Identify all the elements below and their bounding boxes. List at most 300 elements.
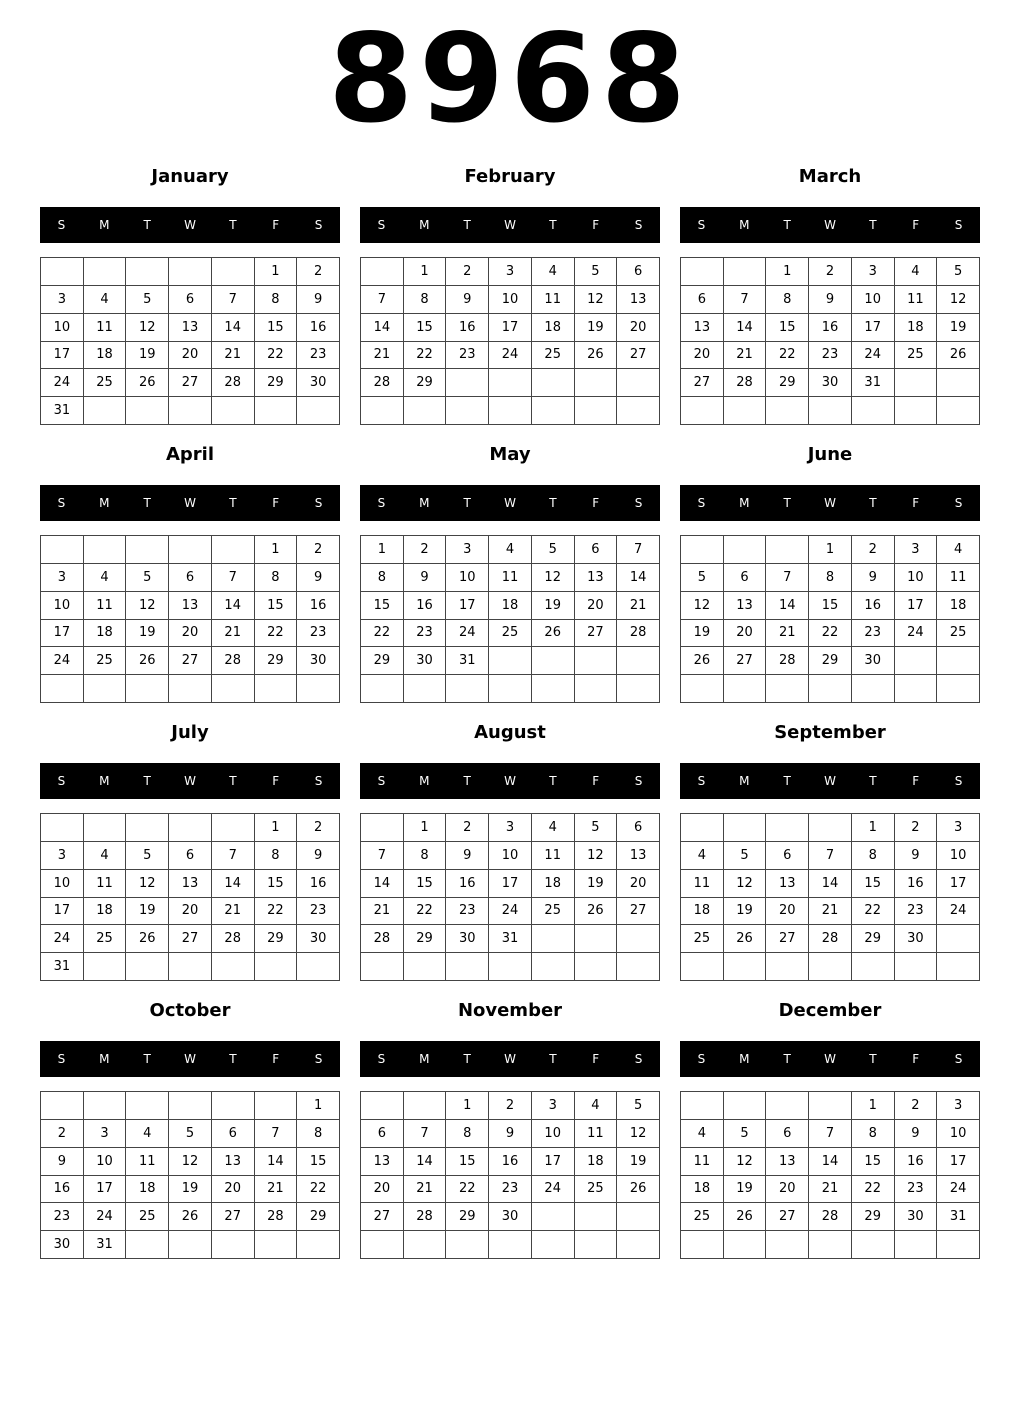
year-title: 8968	[328, 8, 692, 150]
day-cell: 8	[255, 564, 298, 592]
weekday-header	[40, 1041, 340, 1077]
day-cell: 19	[169, 1176, 212, 1204]
day-cell: 14	[724, 314, 767, 342]
day-cell: 18	[681, 1176, 724, 1204]
day-cell: 31	[852, 369, 895, 397]
day-cell: 27	[169, 647, 212, 675]
day-cell	[297, 953, 340, 981]
day-cell: 6	[617, 258, 660, 286]
day-cell: 2	[404, 536, 447, 564]
weekday-label: T	[549, 218, 557, 232]
day-cell: 17	[937, 1148, 980, 1176]
day-cell: 3	[489, 814, 532, 842]
day-cell: 16	[446, 314, 489, 342]
day-cell	[937, 925, 980, 953]
day-cell: 25	[532, 342, 575, 370]
weekday-label: S	[697, 218, 706, 232]
day-grid	[40, 257, 340, 425]
day-cell: 26	[126, 369, 169, 397]
day-cell	[84, 953, 127, 981]
day-cell	[169, 1092, 212, 1120]
day-cell: 25	[575, 1176, 618, 1204]
day-cell: 27	[169, 369, 212, 397]
day-cell: 23	[895, 898, 938, 926]
day-cell	[84, 814, 127, 842]
day-cell: 7	[809, 1120, 852, 1148]
weekday-label: T	[229, 774, 237, 788]
day-cell: 21	[212, 342, 255, 370]
weekday-label: S	[314, 774, 323, 788]
day-cell: 27	[766, 925, 809, 953]
day-cell: 17	[895, 592, 938, 620]
day-cell: 6	[575, 536, 618, 564]
day-cell: 21	[255, 1176, 298, 1204]
day-cell: 29	[404, 925, 447, 953]
day-cell: 15	[404, 314, 447, 342]
day-cell: 1	[852, 814, 895, 842]
day-cell: 10	[852, 286, 895, 314]
day-cell: 9	[895, 842, 938, 870]
weekday-label: M	[99, 1052, 110, 1066]
day-cell: 10	[895, 564, 938, 592]
day-cell: 18	[84, 620, 127, 648]
day-cell: 19	[681, 620, 724, 648]
day-cell: 27	[617, 342, 660, 370]
weekday-label: M	[419, 1052, 430, 1066]
weekday-label: F	[912, 218, 920, 232]
day-cell: 7	[809, 842, 852, 870]
day-cell: 30	[852, 647, 895, 675]
weekday-label: S	[57, 496, 66, 510]
day-cell: 2	[297, 814, 340, 842]
day-cell: 27	[212, 1203, 255, 1231]
day-cell	[41, 258, 84, 286]
day-cell: 16	[41, 1176, 84, 1204]
weekday-label: T	[869, 496, 877, 510]
day-cell: 5	[724, 1120, 767, 1148]
day-cell	[724, 397, 767, 425]
day-cell: 13	[169, 314, 212, 342]
day-cell: 10	[489, 286, 532, 314]
day-cell: 27	[724, 647, 767, 675]
weekday-label: F	[912, 1052, 920, 1066]
day-cell: 11	[489, 564, 532, 592]
day-cell: 24	[532, 1176, 575, 1204]
day-cell: 19	[724, 1176, 767, 1204]
day-cell: 10	[41, 592, 84, 620]
weekday-label: M	[99, 496, 110, 510]
day-cell	[532, 925, 575, 953]
day-cell: 1	[361, 536, 404, 564]
weekday-label: W	[184, 774, 196, 788]
day-cell	[681, 397, 724, 425]
day-cell: 3	[446, 536, 489, 564]
weekday-label: S	[377, 1052, 386, 1066]
day-cell: 20	[766, 898, 809, 926]
day-cell: 29	[361, 647, 404, 675]
day-cell	[212, 1231, 255, 1259]
day-cell	[575, 647, 618, 675]
weekday-label: W	[824, 774, 836, 788]
day-cell: 26	[575, 342, 618, 370]
day-cell: 6	[724, 564, 767, 592]
day-cell	[212, 675, 255, 703]
day-cell	[446, 1231, 489, 1259]
day-cell: 18	[575, 1148, 618, 1176]
weekday-label: S	[697, 496, 706, 510]
day-cell: 12	[724, 870, 767, 898]
day-cell: 26	[126, 647, 169, 675]
weekday-label: S	[634, 774, 643, 788]
day-cell	[212, 397, 255, 425]
day-cell: 4	[532, 258, 575, 286]
day-cell: 13	[617, 842, 660, 870]
day-cell: 25	[937, 620, 980, 648]
day-cell	[852, 397, 895, 425]
weekday-header	[40, 763, 340, 799]
day-cell: 25	[681, 925, 724, 953]
day-cell: 13	[617, 286, 660, 314]
day-cell	[532, 369, 575, 397]
day-cell: 13	[724, 592, 767, 620]
day-cell	[617, 1231, 660, 1259]
day-cell	[212, 953, 255, 981]
day-cell: 16	[404, 592, 447, 620]
day-cell: 16	[446, 870, 489, 898]
weekday-label: W	[184, 218, 196, 232]
day-cell	[809, 953, 852, 981]
day-cell: 10	[41, 314, 84, 342]
weekday-label: W	[184, 1052, 196, 1066]
day-cell: 7	[212, 842, 255, 870]
day-cell	[681, 1231, 724, 1259]
day-cell: 21	[809, 1176, 852, 1204]
day-cell: 12	[681, 592, 724, 620]
day-cell	[895, 647, 938, 675]
day-cell: 2	[895, 814, 938, 842]
weekday-label: T	[783, 496, 791, 510]
day-cell	[575, 925, 618, 953]
day-cell: 8	[255, 842, 298, 870]
day-cell	[404, 1231, 447, 1259]
day-cell: 26	[724, 1203, 767, 1231]
day-cell: 23	[297, 342, 340, 370]
weekday-label: F	[272, 1052, 280, 1066]
day-cell: 5	[575, 814, 618, 842]
day-cell: 26	[937, 342, 980, 370]
day-cell: 3	[937, 814, 980, 842]
day-cell: 27	[617, 898, 660, 926]
weekday-label: S	[57, 774, 66, 788]
day-cell	[84, 258, 127, 286]
day-cell: 14	[361, 870, 404, 898]
day-cell: 9	[489, 1120, 532, 1148]
day-cell: 8	[446, 1120, 489, 1148]
day-cell: 17	[446, 592, 489, 620]
day-cell	[489, 675, 532, 703]
day-cell	[361, 258, 404, 286]
day-cell: 25	[84, 369, 127, 397]
day-cell	[255, 1231, 298, 1259]
day-cell	[169, 1231, 212, 1259]
weekday-label: F	[272, 496, 280, 510]
weekday-label: T	[549, 496, 557, 510]
day-cell: 20	[169, 620, 212, 648]
day-cell: 17	[852, 314, 895, 342]
day-cell: 13	[575, 564, 618, 592]
day-grid	[360, 535, 660, 703]
day-cell: 11	[532, 286, 575, 314]
day-cell: 28	[212, 925, 255, 953]
day-cell: 15	[852, 870, 895, 898]
day-cell	[937, 953, 980, 981]
day-cell: 24	[41, 925, 84, 953]
weekday-label: T	[869, 1052, 877, 1066]
day-cell: 16	[297, 870, 340, 898]
day-cell: 20	[617, 314, 660, 342]
day-cell	[852, 953, 895, 981]
day-cell: 14	[404, 1148, 447, 1176]
day-cell: 6	[212, 1120, 255, 1148]
day-cell	[766, 1092, 809, 1120]
day-cell: 22	[255, 620, 298, 648]
day-cell: 25	[126, 1203, 169, 1231]
day-cell: 11	[84, 314, 127, 342]
day-cell: 12	[126, 592, 169, 620]
day-cell	[212, 814, 255, 842]
day-cell	[489, 953, 532, 981]
weekday-label: F	[912, 496, 920, 510]
day-cell	[489, 1231, 532, 1259]
day-grid	[360, 257, 660, 425]
weekday-label: S	[314, 1052, 323, 1066]
day-cell	[532, 397, 575, 425]
day-cell: 17	[84, 1176, 127, 1204]
day-cell: 18	[895, 314, 938, 342]
day-cell: 22	[297, 1176, 340, 1204]
weekday-label: S	[314, 218, 323, 232]
day-cell	[361, 1092, 404, 1120]
day-cell	[169, 258, 212, 286]
day-cell	[126, 258, 169, 286]
day-cell: 24	[41, 369, 84, 397]
weekday-label: S	[697, 1052, 706, 1066]
day-cell: 10	[489, 842, 532, 870]
day-cell: 12	[724, 1148, 767, 1176]
day-cell: 20	[681, 342, 724, 370]
day-cell: 26	[617, 1176, 660, 1204]
day-cell: 17	[489, 870, 532, 898]
day-cell: 8	[361, 564, 404, 592]
weekday-label: T	[463, 774, 471, 788]
weekday-label: T	[783, 1052, 791, 1066]
day-cell: 22	[255, 342, 298, 370]
day-cell	[895, 1231, 938, 1259]
day-cell: 19	[937, 314, 980, 342]
day-cell: 9	[446, 286, 489, 314]
weekday-header	[40, 207, 340, 243]
weekday-label: F	[272, 218, 280, 232]
weekday-label: S	[954, 1052, 963, 1066]
day-cell: 7	[361, 286, 404, 314]
day-cell: 29	[255, 369, 298, 397]
day-cell: 16	[489, 1148, 532, 1176]
day-cell: 30	[404, 647, 447, 675]
day-cell: 27	[575, 620, 618, 648]
day-cell: 4	[489, 536, 532, 564]
day-cell	[575, 1231, 618, 1259]
day-cell: 15	[766, 314, 809, 342]
weekday-label: W	[504, 774, 516, 788]
day-cell: 18	[84, 342, 127, 370]
day-cell: 11	[895, 286, 938, 314]
day-cell: 2	[852, 536, 895, 564]
day-cell: 17	[937, 870, 980, 898]
weekday-label: T	[143, 496, 151, 510]
weekday-label: S	[634, 496, 643, 510]
day-cell: 20	[724, 620, 767, 648]
day-cell	[617, 925, 660, 953]
day-cell: 3	[41, 842, 84, 870]
weekday-label: T	[229, 496, 237, 510]
weekday-header	[40, 485, 340, 521]
day-cell: 23	[297, 620, 340, 648]
day-cell: 28	[404, 1203, 447, 1231]
day-cell	[681, 814, 724, 842]
day-cell: 22	[446, 1176, 489, 1204]
day-cell: 28	[255, 1203, 298, 1231]
day-cell: 16	[895, 1148, 938, 1176]
day-cell: 30	[41, 1231, 84, 1259]
month-name: May	[489, 444, 531, 465]
day-cell: 23	[297, 898, 340, 926]
day-cell: 29	[852, 1203, 895, 1231]
day-cell	[766, 1231, 809, 1259]
day-cell	[126, 675, 169, 703]
day-cell: 25	[84, 647, 127, 675]
day-cell: 3	[489, 258, 532, 286]
day-cell	[212, 258, 255, 286]
day-cell	[212, 1092, 255, 1120]
day-cell	[766, 397, 809, 425]
day-cell: 26	[126, 925, 169, 953]
day-cell: 25	[489, 620, 532, 648]
day-cell: 8	[809, 564, 852, 592]
day-cell: 18	[937, 592, 980, 620]
day-cell	[361, 1231, 404, 1259]
day-cell: 27	[361, 1203, 404, 1231]
day-cell: 8	[404, 842, 447, 870]
day-cell	[446, 953, 489, 981]
day-cell: 29	[766, 369, 809, 397]
day-cell: 21	[617, 592, 660, 620]
day-cell: 23	[489, 1176, 532, 1204]
day-cell: 29	[852, 925, 895, 953]
day-cell: 19	[617, 1148, 660, 1176]
weekday-label: T	[463, 496, 471, 510]
day-cell: 28	[361, 925, 404, 953]
day-grid	[360, 813, 660, 981]
day-cell	[809, 1092, 852, 1120]
weekday-label: S	[954, 218, 963, 232]
day-cell: 14	[361, 314, 404, 342]
day-cell	[724, 953, 767, 981]
day-cell: 23	[446, 342, 489, 370]
day-cell: 19	[724, 898, 767, 926]
day-cell: 13	[212, 1148, 255, 1176]
weekday-label: S	[377, 774, 386, 788]
day-cell: 4	[895, 258, 938, 286]
day-cell	[446, 369, 489, 397]
day-cell: 21	[724, 342, 767, 370]
day-cell: 10	[84, 1148, 127, 1176]
day-cell: 5	[126, 286, 169, 314]
day-cell: 7	[766, 564, 809, 592]
day-cell: 23	[895, 1176, 938, 1204]
weekday-header	[360, 763, 660, 799]
day-cell: 28	[809, 1203, 852, 1231]
day-cell	[724, 1092, 767, 1120]
day-cell: 17	[532, 1148, 575, 1176]
weekday-label: T	[783, 218, 791, 232]
day-cell	[41, 1092, 84, 1120]
day-grid	[360, 1091, 660, 1259]
day-cell	[575, 397, 618, 425]
day-cell: 23	[809, 342, 852, 370]
day-cell: 13	[766, 870, 809, 898]
day-cell	[404, 953, 447, 981]
day-cell: 30	[809, 369, 852, 397]
day-cell: 2	[297, 258, 340, 286]
day-cell: 12	[126, 314, 169, 342]
day-cell: 25	[532, 898, 575, 926]
day-cell: 31	[84, 1231, 127, 1259]
day-cell: 25	[84, 925, 127, 953]
day-cell: 4	[84, 286, 127, 314]
day-cell	[724, 258, 767, 286]
day-cell	[937, 1231, 980, 1259]
day-cell: 7	[361, 842, 404, 870]
day-cell: 30	[489, 1203, 532, 1231]
day-cell: 3	[852, 258, 895, 286]
day-cell	[852, 1231, 895, 1259]
weekday-label: S	[57, 1052, 66, 1066]
day-cell: 14	[212, 592, 255, 620]
day-cell: 27	[169, 925, 212, 953]
day-cell	[937, 647, 980, 675]
day-cell: 15	[809, 592, 852, 620]
day-cell: 4	[681, 842, 724, 870]
day-cell: 22	[404, 898, 447, 926]
day-grid	[40, 1091, 340, 1259]
day-cell: 6	[766, 1120, 809, 1148]
day-cell: 21	[404, 1176, 447, 1204]
day-cell: 7	[255, 1120, 298, 1148]
weekday-label: W	[184, 496, 196, 510]
day-cell: 4	[532, 814, 575, 842]
day-cell: 24	[937, 898, 980, 926]
day-cell	[41, 536, 84, 564]
day-cell: 1	[404, 814, 447, 842]
day-cell: 5	[169, 1120, 212, 1148]
day-cell: 30	[297, 925, 340, 953]
day-cell: 17	[41, 620, 84, 648]
day-cell	[532, 647, 575, 675]
day-cell	[575, 675, 618, 703]
day-cell	[937, 397, 980, 425]
day-cell: 21	[361, 898, 404, 926]
day-cell	[404, 675, 447, 703]
